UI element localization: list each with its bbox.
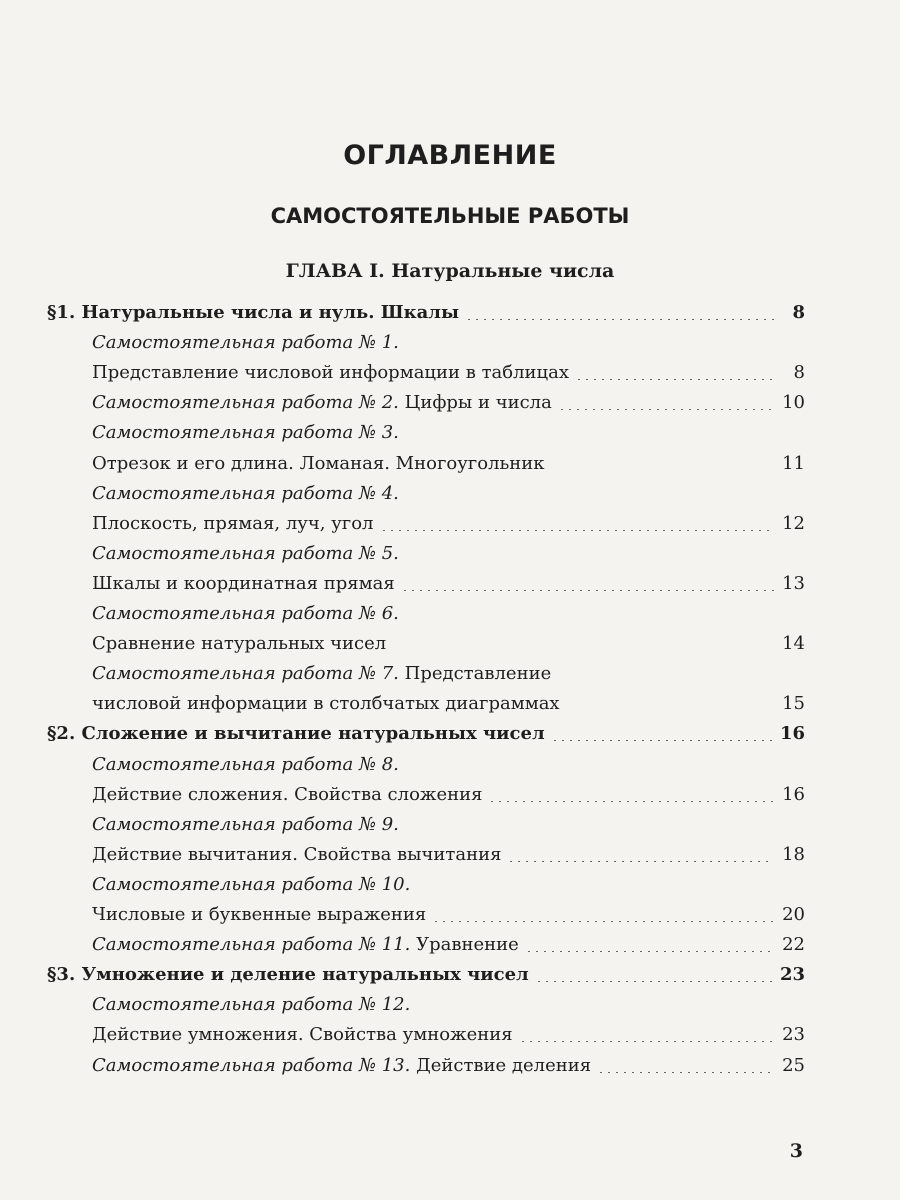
work-number-label: Самостоятельная работа № 9. <box>92 813 399 835</box>
entry-title: Плоскость, прямая, луч, угол <box>92 512 374 534</box>
entry-page-number: 22 <box>782 934 805 956</box>
toc-entry <box>92 1020 805 1050</box>
entry-page-number: 14 <box>782 633 805 655</box>
entry-page-number: 13 <box>782 572 805 594</box>
toc-entry <box>92 1051 805 1081</box>
toc-entry-label <box>92 810 399 840</box>
dot-leader <box>380 530 775 531</box>
toc-entry <box>92 479 805 509</box>
dot-leader <box>575 379 775 380</box>
entry-title: §2. Сложение и вычитание натуральных чисел <box>47 723 545 745</box>
dot-leader <box>551 470 775 471</box>
entry-page-number: 16 <box>779 723 805 745</box>
entry-title: Действие вычитания. Свойства вычитания <box>92 843 502 865</box>
section-subtitle: САМОСТОЯТЕЛЬНЫЕ РАБОТЫ <box>270 204 630 228</box>
dot-leader <box>519 1041 774 1042</box>
page-number: 3 <box>789 1140 803 1162</box>
page-title: ОГЛАВЛЕНИЕ <box>343 140 557 171</box>
toc-entry <box>92 629 805 659</box>
toc-entry <box>92 539 805 569</box>
toc-entry <box>92 418 805 448</box>
toc-entry-label <box>92 629 386 659</box>
entry-page-number: 18 <box>782 843 805 865</box>
entry-title: §3. Умножение и деление натуральных чисел <box>47 964 529 986</box>
toc-entry <box>92 990 805 1020</box>
dot-leader <box>551 740 772 741</box>
entry-title: Представление числовой информации в таблицах <box>92 362 569 384</box>
entry-title: Уравнение <box>410 934 519 956</box>
entry-title: Действие умножения. Свойства умножения <box>92 1024 513 1046</box>
toc-entry <box>92 449 805 479</box>
toc-entry-label <box>92 689 560 719</box>
toc-entry <box>92 388 805 418</box>
dot-leader <box>525 951 774 952</box>
toc-entry <box>92 599 805 629</box>
toc-entry-label <box>92 990 410 1020</box>
work-number-label: Самостоятельная работа № 6. <box>92 603 399 624</box>
toc-entry-label <box>92 1020 513 1050</box>
dot-leader <box>465 319 775 320</box>
entry-page-number: 11 <box>782 452 805 474</box>
toc-entry <box>92 810 805 840</box>
entry-title: Сравнение натуральных чисел <box>92 633 387 655</box>
toc-entry <box>92 328 805 358</box>
toc-entry-label <box>92 388 552 418</box>
entry-title: Цифры и числа <box>398 392 552 414</box>
toc-entry <box>92 509 805 539</box>
entry-page-number: 12 <box>782 512 805 534</box>
toc-entry-label <box>92 870 410 900</box>
entry-title: Действие деления <box>410 1054 592 1076</box>
entry-title: Числовые и буквенные выражения <box>92 904 427 925</box>
entry-title: §1. Натуральные числа и нуль. Шкалы <box>47 302 459 323</box>
entry-title: числовой информации в столбчатых диаграммах <box>92 693 560 715</box>
work-number-label: Самостоятельная работа № 3. <box>92 422 399 444</box>
work-number-label: Самостоятельная работа № 13. <box>92 1054 411 1076</box>
entry-title: Действие сложения. Свойства сложения <box>92 783 483 805</box>
dot-leader <box>558 409 774 410</box>
toc-entry-label <box>92 449 545 479</box>
entry-page-number: 25 <box>782 1054 805 1076</box>
toc-entry <box>92 659 805 689</box>
toc-entry-label <box>92 930 519 960</box>
toc-entry-label <box>92 900 426 930</box>
work-number-label: Самостоятельная работа № 1. <box>92 332 399 354</box>
entry-page-number: 20 <box>782 904 805 925</box>
toc-entry-label <box>92 539 399 569</box>
work-number-label: Самостоятельная работа № 5. <box>92 542 399 564</box>
toc-section-entry <box>47 960 805 990</box>
work-number-label: Самостоятельная работа № 4. <box>92 482 399 504</box>
work-number-label: Самостоятельная работа № 10. <box>92 873 411 895</box>
toc-entry-label <box>92 599 399 629</box>
work-number-label: Самостоятельная работа № 2. <box>92 392 399 414</box>
entry-page-number: 15 <box>782 693 805 715</box>
toc-entry <box>92 840 805 870</box>
dot-leader <box>401 590 774 591</box>
toc-entry-label <box>92 569 395 599</box>
toc-entry-label <box>47 960 529 990</box>
entry-page-number: 8 <box>792 302 805 323</box>
toc-section-entry <box>47 298 805 328</box>
toc-entry-label <box>92 418 399 448</box>
toc-entry <box>92 569 805 599</box>
work-number-label: Самостоятельная работа № 7. <box>92 663 399 685</box>
toc-entry <box>92 930 805 960</box>
toc-entry <box>92 689 805 719</box>
toc-entry-label <box>92 509 374 539</box>
toc-entry-label <box>47 719 545 749</box>
dot-leader <box>535 981 772 982</box>
dot-leader <box>392 650 774 651</box>
toc-entry-label <box>92 328 399 358</box>
toc-section-entry <box>47 719 805 749</box>
dot-leader <box>597 1072 774 1073</box>
work-number-label: Самостоятельная работа № 8. <box>92 753 399 775</box>
toc-entry <box>92 780 805 810</box>
toc-entry-label <box>92 358 569 388</box>
entry-title: Шкалы и координатная прямая <box>92 572 395 594</box>
toc-entry-label <box>92 750 399 780</box>
toc-entry-label <box>47 298 459 328</box>
entry-page-number: 23 <box>782 1024 805 1046</box>
toc-entry-label <box>92 1051 591 1081</box>
entry-page-number: 16 <box>782 783 805 805</box>
work-number-label: Самостоятельная работа № 11. <box>92 934 411 956</box>
toc-entry-label <box>92 840 501 870</box>
chapter-heading: ГЛАВА I. Натуральные числа <box>285 260 615 282</box>
entry-title: Отрезок и его длина. Ломаная. Многоугольник <box>92 452 545 474</box>
entry-page-number: 23 <box>779 964 805 986</box>
entry-title: Представление <box>398 663 552 685</box>
dot-leader <box>566 710 775 711</box>
entry-page-number: 8 <box>793 362 805 384</box>
toc-entry <box>92 900 805 930</box>
dot-leader <box>432 921 774 922</box>
toc-entry-label <box>92 479 399 509</box>
dot-leader <box>488 801 774 802</box>
toc-entry <box>92 750 805 780</box>
toc-entry-label <box>92 780 482 810</box>
toc-entry <box>92 358 805 388</box>
work-number-label: Самостоятельная работа № 12. <box>92 994 411 1016</box>
dot-leader <box>507 861 774 862</box>
toc-entry-label <box>92 659 551 689</box>
entry-page-number: 10 <box>782 392 805 414</box>
toc-entry <box>92 870 805 900</box>
